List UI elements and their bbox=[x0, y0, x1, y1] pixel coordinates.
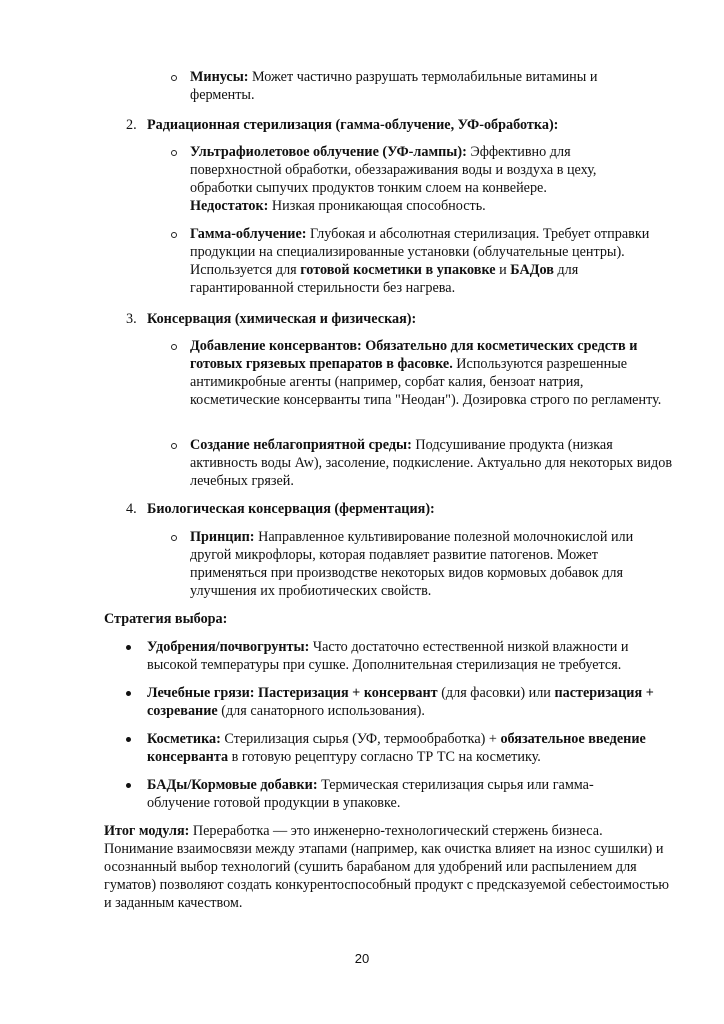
sub-bullet-icon bbox=[171, 535, 177, 541]
module-summary: Итог модуля: Переработка — это инженерно-технологический стержень бизнеса. Понимание взаимосвязи между этапами (например, как очистка влияет на износ сушилки) и осознанный выбор технологий (сушить барабаном для удобрений или распылением для гуматов) позволяют создать конкурентоспособный продукт с предсказуемой себестоимостью и заданным качеством. bbox=[104, 823, 670, 911]
sub-bullet-icon bbox=[171, 443, 177, 449]
hostile-env-label: Создание неблагоприятной среды: bbox=[190, 437, 412, 453]
sub-bullet-icon bbox=[171, 344, 177, 350]
summary-label: Итог модуля: bbox=[104, 823, 190, 839]
strategy-supplements: БАДы/Кормовые добавки: Термическая стерилизация сырья или гамма-облучение готовой продукции в упаковке. bbox=[147, 777, 594, 811]
uv-label: Ультрафиолетовое облучение (УФ-лампы): bbox=[190, 144, 467, 160]
preservatives-item: Добавление консервантов: Обязательно для косметических средств и готовых грязевых препаратов в фасовке. Используются разрешенные антимикробные агенты (например, сорбат калия, бензоат натрия, косметические консерванты типа "Неодан"). Дозировка строго по регламенту. bbox=[190, 338, 662, 408]
list-number-3: 3. bbox=[126, 311, 137, 327]
hostile-env-item: Создание неблагоприятной среды: Подсушивание продукта (низкая активность воды Aw), засоление, подкисление. Актуально для некоторых видов лечебных грязей. bbox=[190, 437, 673, 489]
principle-label: Принцип: bbox=[190, 529, 255, 545]
sub-bullet-icon bbox=[171, 232, 177, 238]
bio-heading: Биологическая консервация (ферментация): bbox=[147, 501, 435, 517]
strategy-heading: Стратегия выбора: bbox=[104, 611, 228, 627]
minusy-item bbox=[190, 68, 630, 104]
list-number-2: 2. bbox=[126, 117, 137, 133]
conservation-heading: Консервация (химическая и физическая): bbox=[147, 311, 417, 327]
minusy-label: Минусы: bbox=[190, 69, 249, 85]
bullet-icon bbox=[126, 783, 131, 788]
principle-item: Принцип: Направленное культивирование полезной молочнокислой или другой микрофлоры, которая подавляет развитие патогенов. Может применяться при производстве некоторых видов кормовых добавок для улучшения их пробиотических свойств. bbox=[190, 529, 634, 599]
uv-weakness-label: Недостаток: bbox=[190, 198, 269, 214]
radiation-heading: Радиационная стерилизация (гамма-облучение, УФ-обработка): bbox=[147, 117, 559, 133]
preservatives-label: Добавление консервантов: Обязательно для косметических средств и готовых грязевых препаратов в фасовке. bbox=[190, 338, 638, 372]
gamma-label: Гамма-облучение: bbox=[190, 226, 307, 242]
strategy-fertilizers: Удобрения/почвогрунты: Часто достаточно естественной низкой влажности и высокой температуры при сушке. Дополнительная стерилизация не требуется. bbox=[147, 639, 629, 673]
sub-bullet-icon bbox=[171, 150, 177, 156]
sub-bullet-icon bbox=[171, 75, 177, 81]
strategy-cosmetics: Косметика: Стерилизация сырья (УФ, термообработка) + обязательное введение консерванта в готовую рецептуру согласно ТР ТС на косметику. bbox=[147, 731, 646, 765]
page-number: 20 bbox=[354, 951, 370, 966]
list-number-4: 4. bbox=[126, 501, 137, 517]
gamma-item: Гамма-облучение: Глубокая и абсолютная стерилизация. Требует отправки продукции на специализированные установки (облучательные центры). Используется для готовой косметики в упаковке и БАДов для гарантированной стерильности без нагрева. bbox=[190, 226, 650, 296]
uv-item: Ультрафиолетовое облучение (УФ-лампы): Эффективно для поверхностной обработки, обеззараживания воды и воздуха в цеху, обработки сыпучих продуктов тонким слоем на конвейере. Недостаток: Низкая проникающая способность. bbox=[190, 144, 597, 214]
bullet-icon bbox=[126, 691, 131, 696]
strategy-mud: Лечебные грязи: Пастеризация + консервант (для фасовки) или пастеризация + созревание (для санаторного использования). bbox=[147, 685, 654, 719]
bullet-icon bbox=[126, 645, 131, 650]
bullet-icon bbox=[126, 737, 131, 742]
minusy-text: Может частично разрушать термолабильные витамины и ферменты. bbox=[190, 69, 598, 103]
